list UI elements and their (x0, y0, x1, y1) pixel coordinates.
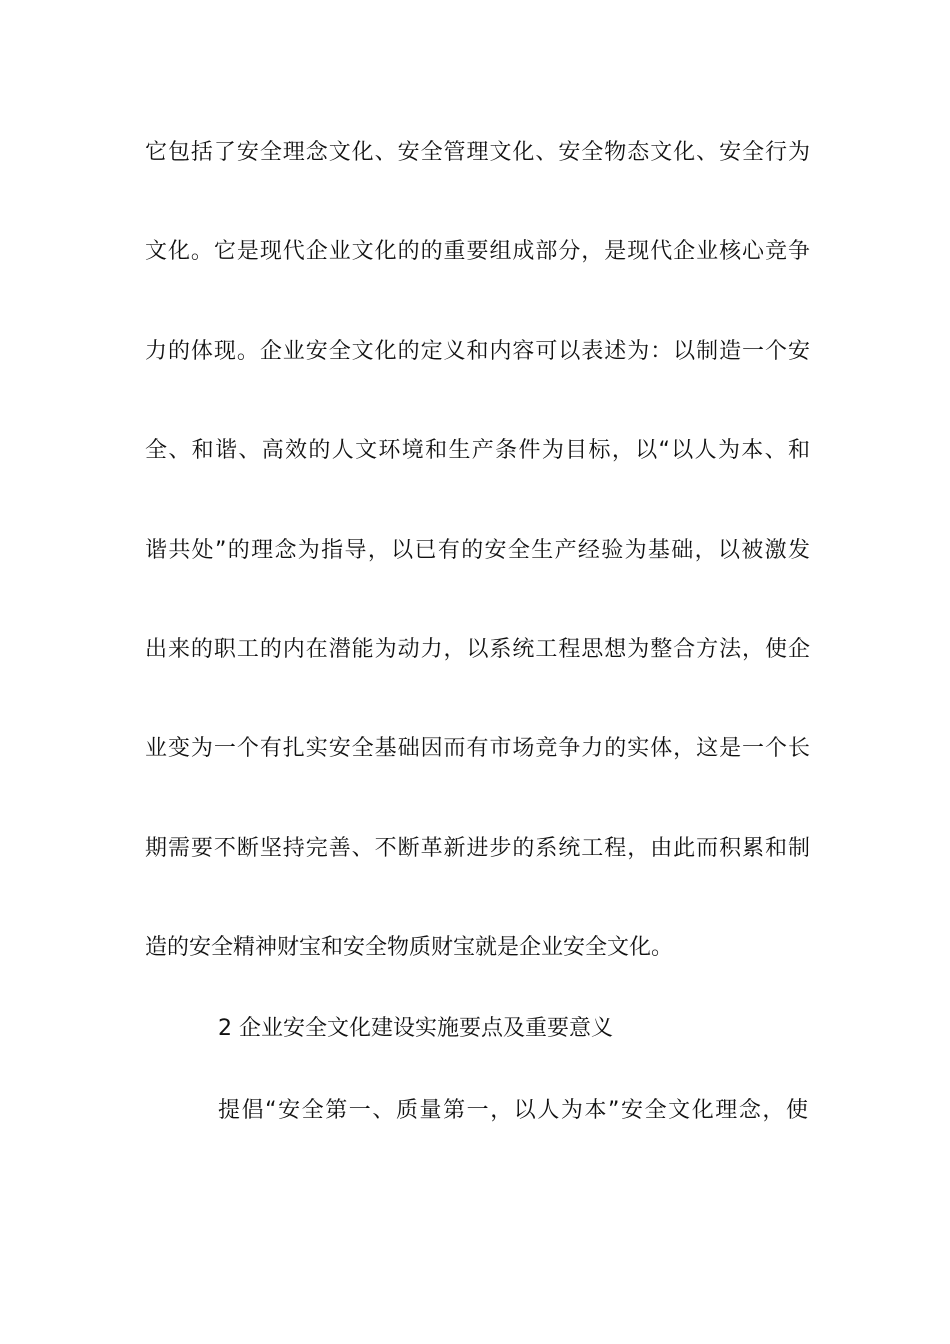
section-heading: 2 企业安全文化建设实施要点及重要意义 (218, 1016, 613, 1041)
paragraph-line-6: 出来的职工的内在潜能为动力，以系统工程思想为整合方法，使企 (145, 637, 810, 662)
paragraph-line-8: 期需要不断坚持完善、不断革新进步的系统工程，由此而积累和制 (145, 836, 810, 861)
paragraph-line-3: 力的体现。企业安全文化的定义和内容可以表述为：以制造一个安 (145, 339, 810, 364)
paragraph-line-7: 业变为一个有扎实安全基础因而有市场竞争力的实体，这是一个长 (145, 736, 810, 761)
paragraph-line-4: 全、和谐、高效的人文环境和生产条件为目标，以“以人为本、和 (145, 438, 810, 463)
paragraph-line-1: 它包括了安全理念文化、安全管理文化、安全物态文化、安全行为 (145, 140, 810, 165)
paragraph-line-9: 造的安全精神财宝和安全物质财宝就是企业安全文化。 (145, 935, 674, 960)
paragraph-line-2: 文化。它是现代企业文化的的重要组成部分，是现代企业核心竞争 (145, 239, 810, 264)
next-paragraph-line: 提倡“安全第一、质量第一，以人为本”安全文化理念，使 (218, 1098, 808, 1123)
paragraph-line-5: 谐共处”的理念为指导，以已有的安全生产经验为基础，以被激发 (145, 538, 810, 563)
